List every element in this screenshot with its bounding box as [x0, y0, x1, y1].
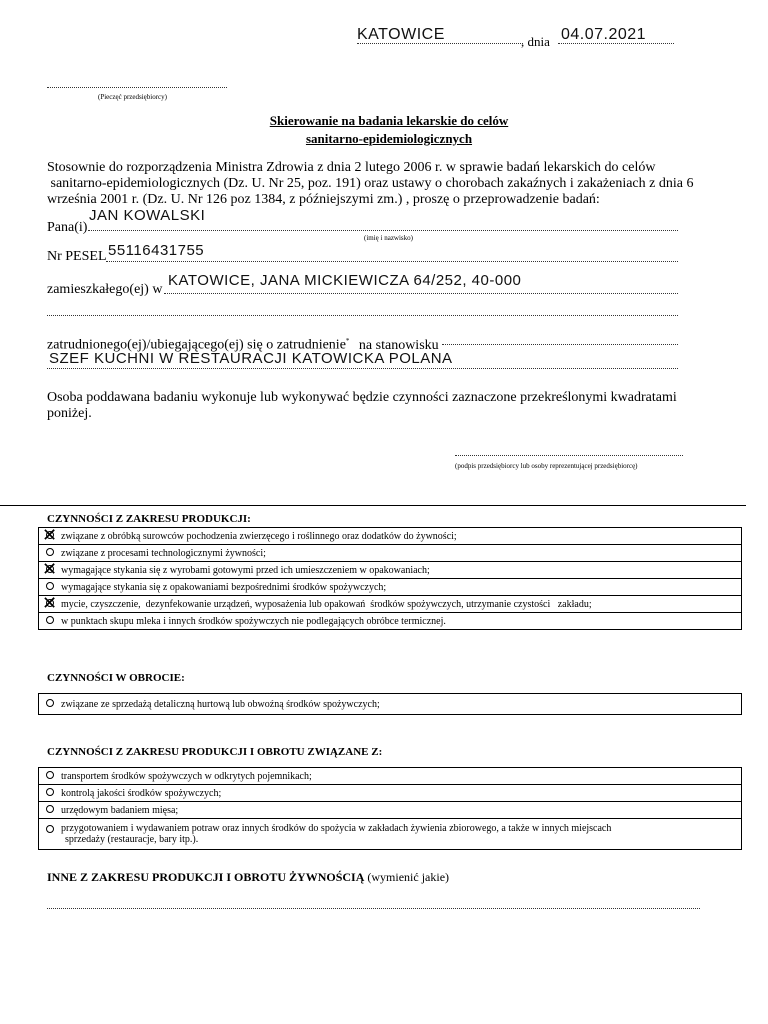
checkbox-unchecked[interactable] [39, 771, 61, 782]
note-line-2: poniżej. [47, 406, 92, 421]
date-dotted-line [558, 43, 674, 44]
other-dotted-line [47, 908, 700, 909]
pesel-value: 55116431755 [108, 242, 205, 259]
checkbox-checked[interactable]: ✕ [42, 592, 58, 614]
table-row [39, 528, 742, 545]
trade-heading: CZYNNOŚCI W OBROCIE: [47, 672, 185, 684]
table-row [39, 562, 742, 579]
dnia-label: , dnia [521, 34, 550, 49]
stamp-dotted-line [47, 87, 227, 88]
table-row [39, 819, 742, 850]
table-row [39, 694, 742, 715]
table-row [39, 785, 742, 802]
address-dotted-line-2 [47, 315, 678, 316]
other-heading [47, 870, 449, 885]
city-value: KATOWICE [357, 26, 445, 43]
row-text: kontrolą jakości środków spożywczych; [61, 787, 222, 799]
production-table [38, 524, 742, 630]
table-row [39, 613, 742, 630]
checkbox-unchecked[interactable] [39, 788, 61, 799]
city-dotted-line [357, 43, 523, 44]
row-text-line-2: sprzedaży (restauracje, bary itp.). [65, 834, 199, 845]
row-text [61, 823, 741, 845]
row-text: urzędowym badaniem mięsa; [61, 804, 179, 816]
name-caption: (imię i nazwisko) [364, 234, 413, 242]
row-text-line-1: przygotowaniem i wydawaniem potraw oraz innych środków do spożycia w zakładach żywienia zbiorowego, a także w innych miejscach [61, 823, 612, 834]
both-heading: CZYNNOŚCI Z ZAKRESU PRODUKCJI I OBROTU ZWIĄZANE Z: [47, 746, 383, 758]
stamp-caption: (Pieczęć przedsiębiorcy) [98, 93, 167, 101]
employment-star: * [345, 337, 350, 345]
row-text: w punktach skupu mleka i innych środków spożywczych nie podlegających obróbce termicznej. [61, 615, 446, 627]
trade-table [38, 693, 742, 715]
address-dotted-line [164, 293, 678, 294]
employment-label-text: zatrudnionego(ej)/ubiegającego(ej) się o zatrudnienie [47, 337, 346, 353]
checkbox-unchecked[interactable] [39, 548, 61, 559]
position-dotted-line-1 [442, 344, 678, 345]
signature-caption: (podpis przedsiębiorcy lub osoby reprezentującej przedsiębiorcę) [455, 462, 638, 470]
title-line-1: Skierowanie na badania lekarskie do celów [269, 113, 509, 128]
pesel-dotted-line [106, 261, 678, 262]
address-label: zamieszkałego(ej) w [47, 282, 163, 297]
checkbox-unchecked[interactable] [39, 823, 61, 836]
table-row [39, 545, 742, 562]
checkbox-unchecked[interactable] [39, 699, 61, 710]
row-text: wymagające stykania się z wyrobami gotowymi przed ich umieszczeniem w opakowaniach; [61, 564, 430, 576]
row-text: transportem środków spożywczych w odkrytych pojemnikach; [61, 770, 312, 782]
checkbox-checked[interactable]: ✕ [42, 558, 58, 580]
position-value: SZEF KUCHNI W RESTAURACJI KATOWICKA POLANA [49, 350, 453, 367]
checkbox-checked[interactable]: ✕ [42, 524, 58, 546]
checkbox-unchecked[interactable] [39, 582, 61, 593]
table-row [39, 596, 742, 613]
date-value: 04.07.2021 [561, 26, 647, 43]
position-dotted-line-2 [47, 368, 678, 369]
pesel-label: Nr PESEL [47, 249, 107, 264]
name-value: JAN KOWALSKI [89, 207, 206, 224]
note-line-1: Osoba poddawana badaniu wykonuje lub wykonywać będzie czynności zaznaczone przekreślonymi kwadratami [47, 390, 677, 405]
production-heading: CZYNNOŚCI Z ZAKRESU PRODUKCJI: [47, 513, 251, 525]
address-value: KATOWICE, JANA MICKIEWICZA 64/252, 40-000 [168, 272, 522, 289]
separator-line [0, 505, 746, 506]
row-text: wymagające stykania się z opakowaniami bezpośrednimi środków spożywczych; [61, 581, 387, 593]
name-label: Pana(i) [47, 220, 88, 235]
other-heading-bold: INNE Z ZAKRESU PRODUKCJI I OBROTU ŻYWNOŚCIĄ [47, 870, 365, 884]
table-row [39, 768, 742, 785]
intro-line-2: sanitarno-epidemiologicznych (Dz. U. Nr 25, poz. 191) oraz ustawy o chorobach zakaźnych i zakażeniach z dnia 6 [47, 176, 694, 191]
checkbox-unchecked[interactable] [39, 805, 61, 816]
position-label: na stanowisku [358, 337, 439, 353]
row-text: mycie, czyszczenie, dezynfekowanie urządzeń, wyposażenia lub opakowań środków spożywczych, utrzymanie czystości zakładu; [61, 598, 592, 610]
table-row [39, 579, 742, 596]
row-text: związane z procesami technologicznymi żywności; [61, 547, 266, 559]
intro-line-1: Stosownie do rozporządzenia Ministra Zdrowia z dnia 2 lutego 2006 r. w sprawie badań lekarskich do celów [47, 160, 656, 175]
row-text: związane ze sprzedażą detaliczną hurtową lub obwoźną środków spożywczych; [61, 698, 380, 710]
table-row [39, 802, 742, 819]
row-text: związane z obróbką surowców pochodzenia zwierzęcego i roślinnego oraz dodatków do żywności; [61, 530, 457, 542]
checkbox-unchecked[interactable] [39, 616, 61, 627]
intro-line-3: września 2001 r. (Dz. U. Nr 126 poz 1384, z późniejszymi zm.) , proszę o przeprowadzenie badań: [47, 192, 600, 207]
both-table [38, 767, 742, 850]
title-line-2: sanitarno-epidemiologicznych [305, 131, 473, 146]
signature-dotted-line [455, 455, 683, 456]
name-dotted-line [88, 230, 678, 231]
other-heading-suffix: (wymienić jakie) [364, 870, 450, 884]
